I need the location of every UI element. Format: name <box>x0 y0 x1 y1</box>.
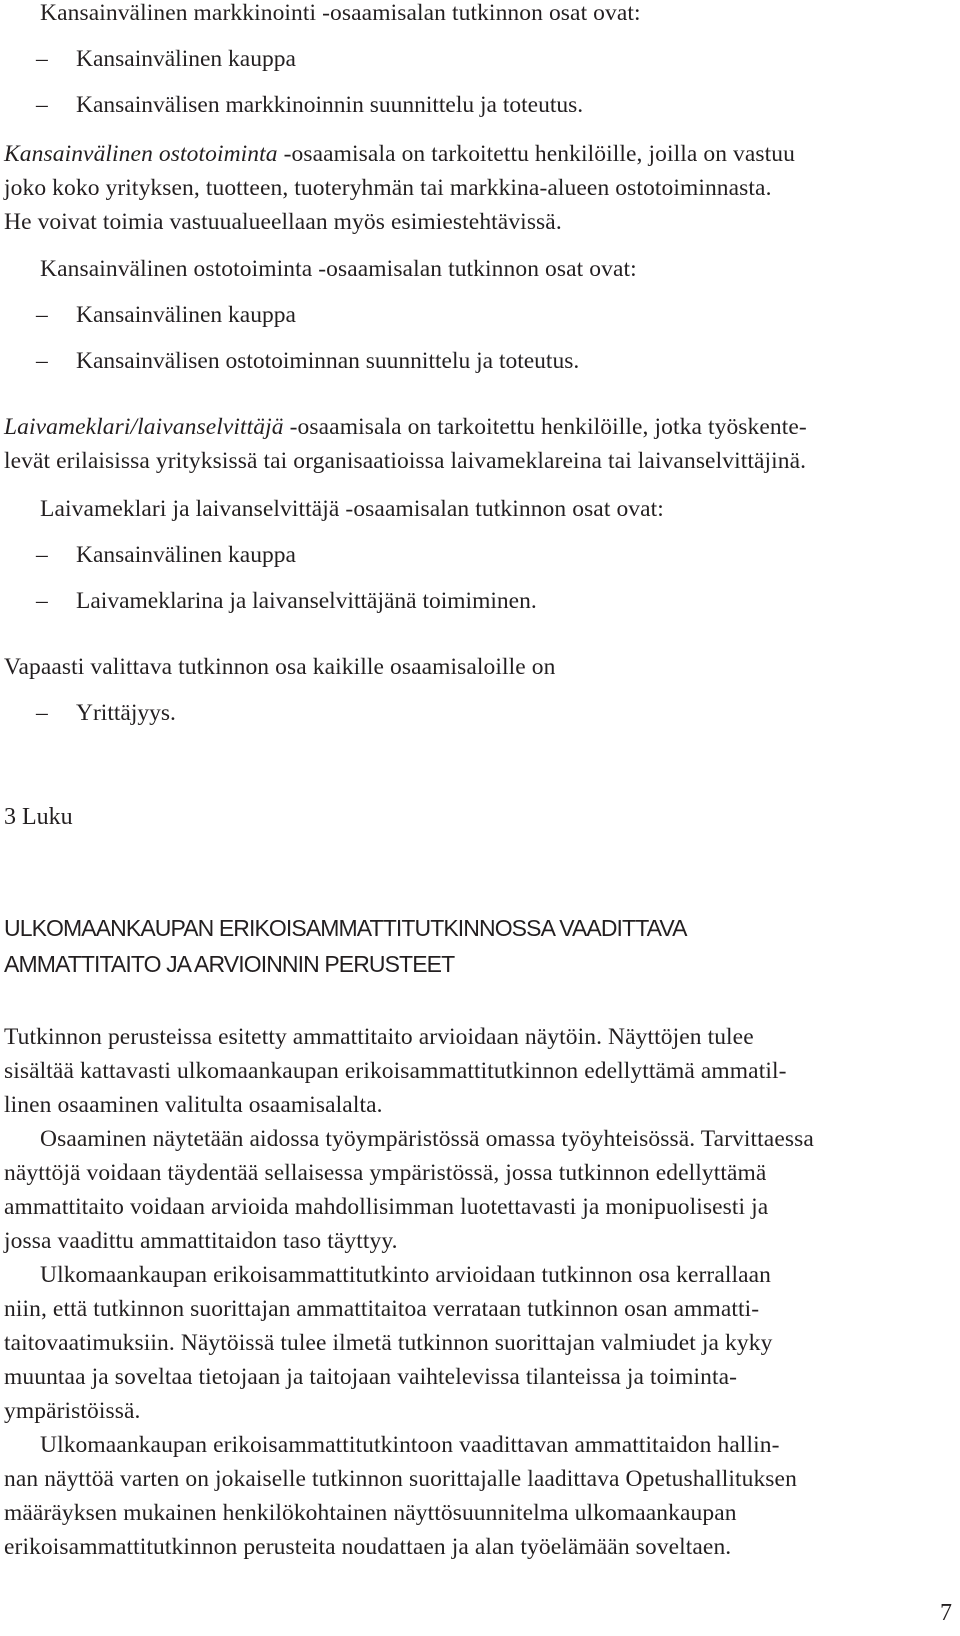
dash-bullet: – <box>36 46 48 72</box>
list-item: – Kansainvälisen ostotoiminnan suunnittelu ja toteutus. <box>4 344 954 378</box>
list-item: – Yrittäjyys. <box>4 696 954 730</box>
dash-bullet: – <box>36 92 48 118</box>
body-paragraph: Ulkomaankaupan erikoisammattitutkintoon vaadittavan ammattitaidon hallin- nan näyttöä varten on jokaiselle tutkinnon suorittajalle laadittava Opetushallituksen määräyksen mukainen henkilökohtainen näyttösuunnitelma ulkomaankaupan erikoisammattitutkinnon perusteita noudattaen ja alan työelämään soveltaen. <box>4 1432 797 1560</box>
term-ostotoiminta: Kansainvälinen ostotoiminta <box>4 141 278 167</box>
list-item: – Kansainvälinen kauppa <box>4 42 954 76</box>
section-heading: ULKOMAANKAUPAN ERIKOISAMMATTITUTKINNOSSA VAADITTAVA AMMATTITAITO JA ARVIOINNIN PERUSTEET <box>4 915 687 977</box>
dash-bullet: – <box>36 700 48 726</box>
paragraph-laivameklari: Laivameklari/laivanselvittäjä -osaamisala on tarkoitettu henkilöille, jotka työskente- levät erilaisissa yrityksissä tai organisaatioissa laivameklareina tai laivanselvittäjinä. <box>4 414 807 474</box>
body-text <box>4 1020 954 1564</box>
body-paragraph: Ulkomaankaupan erikoisammattitutkinto arvioidaan tutkinnon osa kerrallaan niin, että tutkinnon suorittajan ammattitaitoa verrataan tutkinnon osan ammatti- taitovaatimuksiin. Näytöissä tulee ilmetä tutkinnon suorittajan valmiudet ja kyky muuntaa ja soveltaa tietojaan ja taitojaan vaihtelevissa tilanteissa ja toiminta- ympäristöissä. <box>4 1262 773 1424</box>
chapter-label: 3 Luku <box>4 804 73 830</box>
dash-bullet: – <box>36 302 48 328</box>
page-number: 7 <box>940 1600 952 1626</box>
list-item: – Kansainvälinen kauppa <box>4 538 954 572</box>
intro-markkinointi: Kansainvälinen markkinointi -osaamisalan tutkinnon osat ovat: <box>40 0 641 26</box>
list-item: – Kansainvälinen kauppa <box>4 298 954 332</box>
body-paragraph: Osaaminen näytetään aidossa työympäristössä omassa työyhteisössä. Tarvittaessa näyttöjä voidaan täydentää sellaisessa ympäristössä, jossa tutkinnon edellyttämä ammattitaito voidaan arvioida mahdollisimman luotettavasti ja monipuolisesti ja jossa vaadittu ammattitaidon taso täyttyy. <box>4 1126 814 1254</box>
body-paragraph: Tutkinnon perusteissa esitetty ammattitaito arvioidaan näytöin. Näyttöjen tulee sisältää kattavasti ulkomaankaupan erikoisammattitutkinnon edellyttämä ammatil- linen osaaminen valitulta osaamisalalta. <box>4 1024 787 1118</box>
intro-ostotoiminta: Kansainvälinen ostotoiminta -osaamisalan tutkinnon osat ovat: <box>40 256 637 282</box>
term-laivameklari: Laivameklari/laivanselvittäjä <box>4 414 284 440</box>
list-item: – Laivameklarina ja laivanselvittäjänä toimiminen. <box>4 584 954 618</box>
dash-bullet: – <box>36 588 48 614</box>
intro-laivameklari: Laivameklari ja laivanselvittäjä -osaamisalan tutkinnon osat ovat: <box>40 496 664 522</box>
dash-bullet: – <box>36 348 48 374</box>
dash-bullet: – <box>36 542 48 568</box>
intro-valinnainen: Vapaasti valittava tutkinnon osa kaikille osaamisaloille on <box>4 654 556 680</box>
list-item: – Kansainvälisen markkinoinnin suunnittelu ja toteutus. <box>4 88 954 122</box>
paragraph-ostotoiminta: Kansainvälinen ostotoiminta -osaamisala on tarkoitettu henkilöille, joilla on vastuu joko koko yrityksen, tuotteen, tuoteryhmän tai markkina-alueen ostotoiminnasta. He voivat toimia vastuualueellaan myös esimiestehtävissä. <box>4 141 795 235</box>
